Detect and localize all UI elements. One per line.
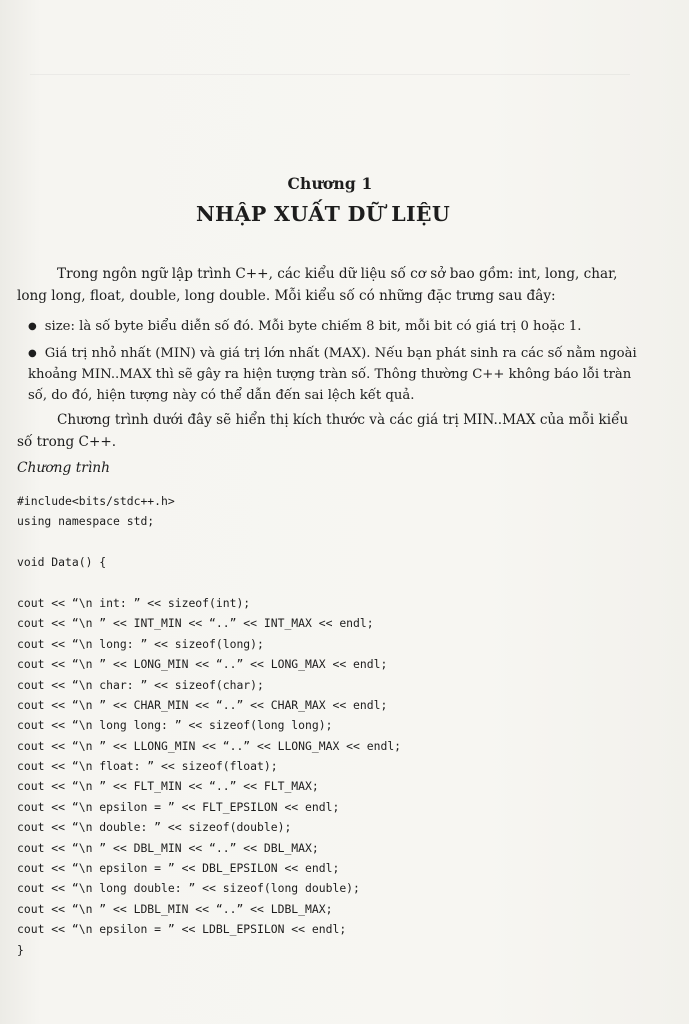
code-line: cout << “\n epsilon = ” << LDBL_EPSILON << endl; bbox=[17, 922, 347, 937]
bullet-min-max-text: Giá trị nhỏ nhất (MIN) và giá trị lớn nhất (MAX). Nếu bạn phát sinh ra các số nằm ngoài khoảng MIN..MAX thì sẽ gây ra hiện tượng tràn số. Thông thường C++ không báo lỗi tràn số, do đó, hiện tượng này có thể dẫn đến sai lệch kết quả. bbox=[28, 346, 637, 403]
code-line: cout << “\n ” << LLONG_MIN << “..” << LLONG_MAX << endl; bbox=[17, 738, 402, 753]
code-line bbox=[17, 532, 401, 552]
chapter-label: Chương 1 bbox=[287, 174, 373, 193]
chapter-title: NHẬP XUẤT DỮ LIỆU bbox=[195, 202, 451, 226]
code-line: cout << “\n epsilon = ” << FLT_EPSILON << endl; bbox=[17, 799, 340, 814]
code-line: cout << “\n ” << DBL_MIN << “..” << DBL_MAX; bbox=[17, 840, 319, 855]
intro-paragraph: Trong ngôn ngữ lập trình C++, các kiểu dữ liệu số cơ sở bao gồm: int, long, char, long long, float, double, long double. Mỗi kiểu số có những đặc trưng sau đây: bbox=[17, 266, 618, 304]
closing-paragraph: Chương trình dưới đây sẽ hiển thị kích thước và các giá trị MIN..MAX của mỗi kiểu số trong C++. bbox=[17, 412, 629, 450]
code-line: using namespace std; bbox=[17, 514, 155, 529]
code-line: cout << “\n ” << LONG_MIN << “..” << LONG_MAX << endl; bbox=[17, 657, 388, 672]
code-line: cout << “\n long double: ” << sizeof(long double); bbox=[17, 881, 360, 896]
code-line: cout << “\n epsilon = ” << DBL_EPSILON << endl; bbox=[17, 861, 340, 876]
bullet-dot-icon: ● bbox=[28, 321, 37, 332]
code-line bbox=[17, 573, 401, 593]
bullet-dot-icon: ● bbox=[28, 348, 37, 359]
code-line: cout << “\n ” << INT_MIN << “..” << INT_MAX << endl; bbox=[17, 616, 374, 631]
bullet-size bbox=[28, 316, 640, 337]
program-heading: Chương trình bbox=[17, 460, 111, 476]
code-line: cout << “\n ” << FLT_MIN << “..” << FLT_MAX; bbox=[17, 779, 319, 794]
bullet-size-text: size: là số byte biểu diễn số đó. Mỗi byte chiếm 8 bit, mỗi bit có giá trị 0 hoặc 1. bbox=[44, 319, 582, 334]
code-line: cout << “\n long long: ” << sizeof(long long); bbox=[17, 718, 333, 733]
code-line: cout << “\n double: ” << sizeof(double); bbox=[17, 820, 292, 835]
code-line: cout << “\n float: ” << sizeof(float); bbox=[17, 759, 278, 774]
code-listing bbox=[17, 491, 401, 960]
code-line: void Data() { bbox=[17, 555, 107, 570]
code-line: cout << “\n long: ” << sizeof(long); bbox=[17, 636, 264, 651]
code-line: #include<bits/stdc++.h> bbox=[17, 494, 175, 508]
code-line: } bbox=[17, 942, 24, 957]
code-line: cout << “\n ” << CHAR_MIN << “..” << CHAR_MAX << endl; bbox=[17, 697, 388, 712]
bullet-min-max bbox=[28, 343, 640, 406]
code-line: cout << “\n char: ” << sizeof(char); bbox=[17, 677, 264, 692]
code-line: cout << “\n ” << LDBL_MIN << “..” << LDBL_MAX; bbox=[17, 901, 333, 916]
header-rule bbox=[30, 74, 630, 75]
code-line: cout << “\n int: ” << sizeof(int); bbox=[17, 595, 251, 610]
